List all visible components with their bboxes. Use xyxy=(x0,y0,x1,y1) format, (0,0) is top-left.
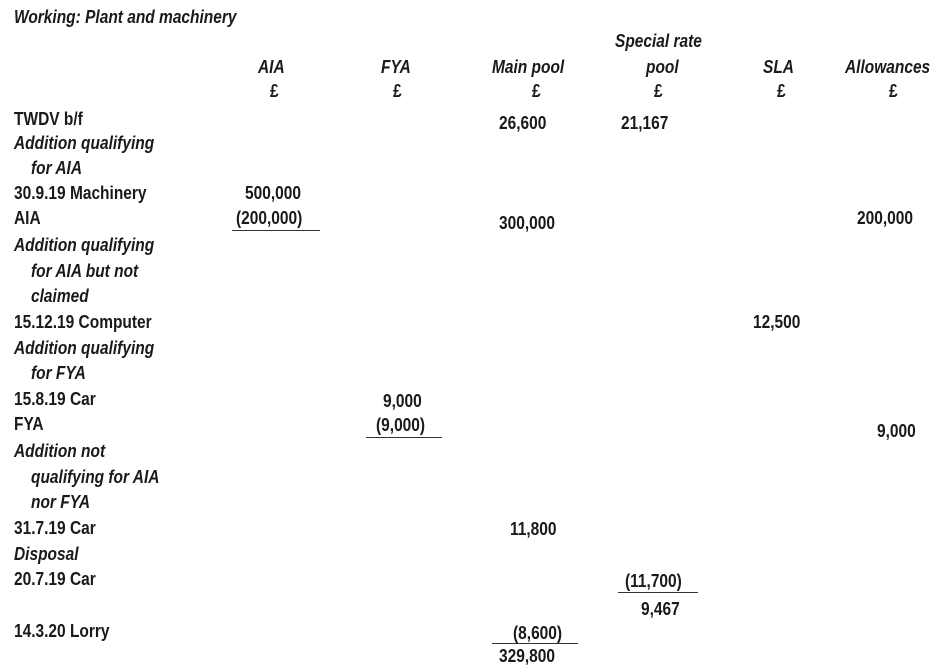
twdv-main-pool: 26,600 xyxy=(499,113,547,133)
row-label-car-fya: 15.8.19 Car xyxy=(14,389,96,409)
section-aia-not-claimed-line1: Addition qualifying xyxy=(14,235,155,255)
special-pool-rule xyxy=(618,592,698,593)
section-aia-not-claimed-line2: for AIA but not xyxy=(31,261,139,281)
row-label-car-disposal: 20.7.19 Car xyxy=(14,569,96,589)
currency-aia: £ xyxy=(270,81,279,101)
fya-column-rule xyxy=(366,437,442,438)
header-main-pool: Main pool xyxy=(492,57,565,77)
currency-allowances: £ xyxy=(889,81,898,101)
row-label-lorry: 14.3.20 Lorry xyxy=(14,621,110,641)
fya-allowance-value: 9,000 xyxy=(877,421,916,441)
header-sla: SLA xyxy=(763,57,794,77)
fya-claim-value: (9,000) xyxy=(376,415,426,435)
section-not-qualifying-line1: Addition not xyxy=(14,441,106,461)
header-special-rate-line1: Special rate xyxy=(615,31,702,51)
currency-special: £ xyxy=(654,81,663,101)
aia-main-pool-value: 300,000 xyxy=(499,213,555,233)
row-label-machinery: 30.9.19 Machinery xyxy=(14,183,147,203)
machinery-aia-value: 500,000 xyxy=(245,183,301,203)
main-pool-rule xyxy=(492,643,578,644)
section-disposal: Disposal xyxy=(14,544,79,564)
header-allowances: Allowances xyxy=(845,57,931,77)
special-pool-subtotal: 9,467 xyxy=(641,599,680,619)
lorry-main-value: (8,600) xyxy=(513,623,563,643)
section-aia-addition-line1: Addition qualifying xyxy=(14,133,155,153)
currency-sla: £ xyxy=(777,81,786,101)
aia-claim-value: (200,000) xyxy=(236,208,303,228)
currency-main: £ xyxy=(532,81,541,101)
working-title: Working: Plant and machinery xyxy=(14,7,237,27)
section-not-qualifying-line3: nor FYA xyxy=(31,492,91,512)
row-label-aia: AIA xyxy=(14,208,41,228)
twdv-special-pool: 21,167 xyxy=(621,113,669,133)
car-july-main-value: 11,800 xyxy=(510,519,557,539)
row-label-car-july: 31.7.19 Car xyxy=(14,518,96,538)
row-label-twdv: TWDV b/f xyxy=(14,109,83,129)
section-fya-addition-line1: Addition qualifying xyxy=(14,338,155,358)
header-special-rate-line2: pool xyxy=(646,57,679,77)
aia-allowance-value: 200,000 xyxy=(857,208,913,228)
section-fya-addition-line2: for FYA xyxy=(31,363,86,383)
header-fya: FYA xyxy=(381,57,411,77)
section-not-qualifying-line2: qualifying for AIA xyxy=(31,467,160,487)
section-aia-addition-line2: for AIA xyxy=(31,158,83,178)
currency-fya: £ xyxy=(393,81,402,101)
computer-sla-value: 12,500 xyxy=(753,312,801,332)
section-aia-not-claimed-line3: claimed xyxy=(31,286,89,306)
aia-column-rule xyxy=(232,230,320,231)
car-disposal-special-value: (11,700) xyxy=(625,571,682,591)
main-pool-total: 329,800 xyxy=(499,646,555,666)
row-label-fya: FYA xyxy=(14,414,44,434)
header-aia: AIA xyxy=(258,57,285,77)
car-fya-value: 9,000 xyxy=(383,391,422,411)
row-label-computer: 15.12.19 Computer xyxy=(14,312,152,332)
